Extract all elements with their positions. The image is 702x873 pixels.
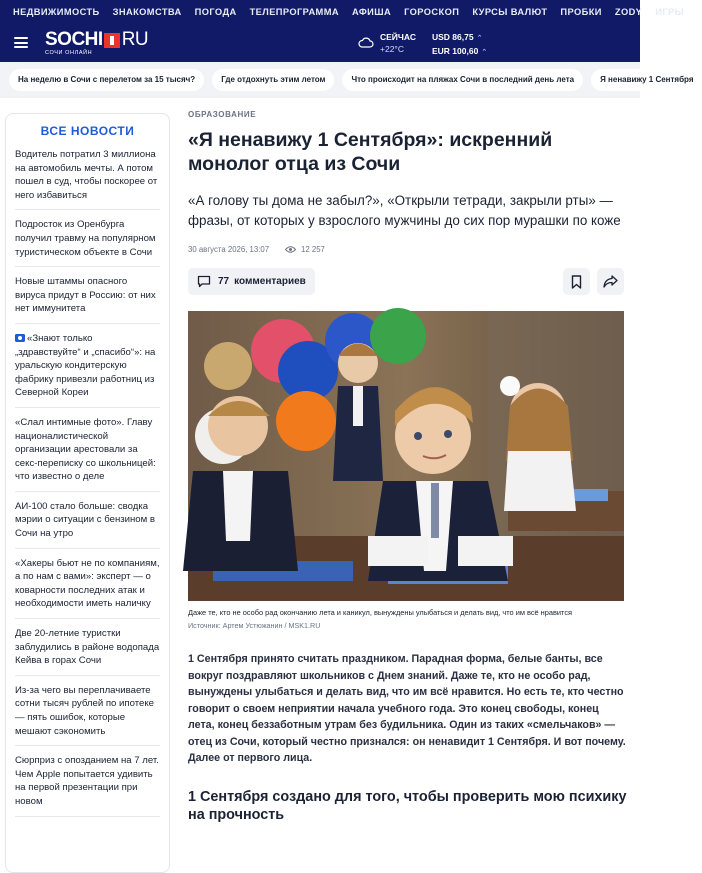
- comment-icon: [197, 275, 211, 288]
- chevron-up-icon: ⌃: [481, 49, 488, 56]
- top-nav: [0, 0, 685, 24]
- menu-icon[interactable]: [14, 37, 28, 48]
- topnav-link-realty[interactable]: НЕДВИЖИМОСТЬ: [13, 7, 100, 17]
- bookmark-icon: [571, 275, 582, 289]
- news-item[interactable]: [15, 330, 160, 408]
- topnav-link-zody[interactable]: ZODY: [614, 7, 643, 17]
- topic-chip[interactable]: На неделю в Сочи с перелетом за 15 тысяч?: [9, 69, 204, 91]
- news-item[interactable]: Новые штаммы опасного вируса придут в Россию: от них нет иммунитета: [15, 273, 160, 324]
- topnav-link-weather[interactable]: ПОГОДА: [194, 7, 237, 17]
- logo-text-right: RU: [121, 29, 149, 50]
- cloud-icon: [358, 36, 374, 48]
- news-item[interactable]: Сюрприз с опозданием на 7 лет. Чем Apple попытается удивить на первой презентации при новом: [15, 752, 160, 816]
- eur-rate: EUR 100,60: [432, 46, 479, 56]
- topnav-link-horoscope[interactable]: ГОРОСКОП: [404, 7, 460, 17]
- site-logo[interactable]: [45, 31, 148, 55]
- news-feed-sidebar: [5, 113, 170, 873]
- topnav-link-games[interactable]: ИГРЫ: [655, 7, 685, 17]
- logo-subtitle: СОЧИ ОНЛАЙН: [45, 50, 93, 56]
- topic-chip[interactable]: Что происходит на пляжах Сочи в последний день лета: [342, 69, 583, 91]
- weather-temp: +22°C: [380, 44, 404, 54]
- topnav-link-afisha[interactable]: АФИША: [351, 7, 392, 17]
- photo-source: Источник: Артем Устюжанин / MSK1.RU: [188, 621, 321, 630]
- article-date: 30 августа 2026, 13:07: [188, 245, 270, 254]
- topnav-link-traffic[interactable]: ПРОБКИ: [560, 7, 602, 17]
- comments-label: комментариев: [234, 276, 306, 287]
- topnav-link-dating[interactable]: ЗНАКОМСТВА: [112, 7, 182, 17]
- article-title: «Я ненавижу 1 Сентября»: искренний монолог отца из Сочи: [188, 129, 553, 175]
- comments-button[interactable]: [188, 268, 315, 295]
- share-button[interactable]: [597, 268, 624, 295]
- article-body-paragraph: 1 Сентября принято считать праздником. Парадная форма, белые банты, все вокруг поздравляют школьников с Днем знаний. Даже те, кто не особо рад, вынуждены улыбаться и делать вид, что им всё нравится. Но есть те, кто честно говорит о своем неприятии начала учебного года. Это конец свободы, конец лета, конец беззаботным утрам без будильника. Один из таких «смельчаков» — отец из Сочи, который честно признался: он ненавидит 1 Сентября. И вот почему. Далее от первого лица.: [188, 653, 626, 764]
- article-views: 12 257: [301, 245, 325, 254]
- article-subheading: 1 Сентября создано для того, чтобы проверить мою психику на прочность: [188, 788, 627, 823]
- news-item[interactable]: «Хакеры бьют не по компаниям, а по нам с вами»: эксперт — о коварности последних атак и необходимости иметь наличку: [15, 555, 160, 619]
- bookmark-button[interactable]: [563, 268, 590, 295]
- article-actions: [188, 268, 628, 296]
- topic-chip[interactable]: Где отдохнуть этим летом: [212, 69, 334, 91]
- weather-widget[interactable]: [358, 31, 416, 55]
- comments-count: 77: [218, 276, 230, 287]
- photo-caption: Даже те, кто не особо рад окончанию лета и каникул, вынуждены улыбаться и делать вид, что им всё нравится: [188, 608, 573, 617]
- weather-label: СЕЙЧАС: [380, 32, 416, 42]
- site-header: [0, 24, 640, 62]
- news-item[interactable]: АИ-100 стало больше: сводка мэрии о ситуации с бензином в Сочи на утро: [15, 498, 160, 549]
- news-item[interactable]: «Слал интимные фото». Главу националистической организации арестовали за секс-переписку со школьницей: что известно о деле: [15, 414, 160, 492]
- news-feed-title[interactable]: ВСЕ НОВОСТИ: [40, 124, 135, 138]
- camera-icon: [15, 334, 25, 342]
- share-icon: [603, 275, 618, 288]
- topic-chips: [0, 62, 694, 98]
- article-meta: [188, 245, 628, 254]
- news-item[interactable]: Две 20-летние туристки заблудились в районе водопада Кейва в горах Сочи: [15, 625, 160, 676]
- article-rubric[interactable]: ОБРАЗОВАНИЕ: [188, 110, 257, 119]
- usd-rate: USD 86,75: [432, 32, 474, 42]
- article-lead: «А голову ты дома не забыл?», «Открыли тетради, закрыли рты» — фразы, от которых у взрослого мужчины до сих пор мурашки по коже: [188, 193, 621, 228]
- chevron-up-icon: ⌃: [476, 35, 483, 42]
- news-item-text: «Знают только „здравствуйте“ и „спасибо“»: на уральскую кондитерскую фабрику привезли работниц из Северной Кореи: [15, 332, 156, 399]
- topnav-link-tv[interactable]: ТЕЛЕПРОГРАММА: [249, 7, 339, 17]
- eye-icon: [285, 246, 296, 253]
- article: [188, 110, 628, 824]
- currency-widget[interactable]: [432, 31, 487, 59]
- news-item[interactable]: Подросток из Оренбурга получил травму на популярном туристическом объекте в Сочи: [15, 216, 160, 267]
- article-photo[interactable]: [188, 311, 624, 601]
- news-item[interactable]: Водитель потратил 3 миллиона на автомобиль мечты. А потом пошел в суд, чтобы поскорее от него избавиться: [15, 146, 160, 210]
- logo-one-mark-icon: [104, 33, 120, 48]
- schoolchildren-photo: [188, 311, 624, 601]
- news-item[interactable]: Из-за чего вы переплачиваете сотни тысяч рублей по ипотеке — пять ошибок, которые мешают сэкономить: [15, 682, 160, 746]
- topic-chip[interactable]: Я ненавижу 1 Сентября: [591, 69, 702, 91]
- topnav-link-currency[interactable]: КУРСЫ ВАЛЮТ: [472, 7, 548, 17]
- logo-text-left: SOCHI: [45, 29, 103, 50]
